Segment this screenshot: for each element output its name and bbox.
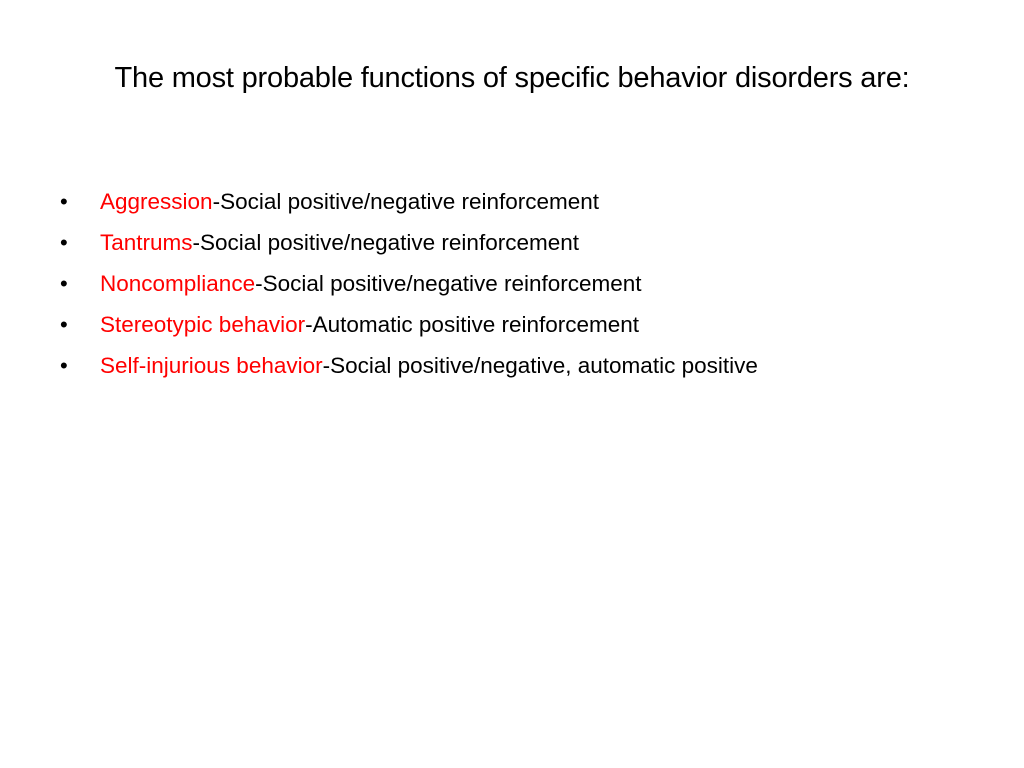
bullet-icon: • <box>60 189 68 214</box>
list-item <box>60 265 1000 306</box>
term-separator: - <box>212 189 221 214</box>
function-description: Automatic positive reinforcement <box>312 312 640 337</box>
list-item <box>60 306 1000 347</box>
term-separator: - <box>255 271 263 296</box>
bullet-icon: • <box>60 353 68 378</box>
bullet-icon: • <box>60 230 68 255</box>
list-item <box>60 224 1000 265</box>
behavior-term: Tantrums <box>100 230 193 255</box>
bullet-text <box>100 183 599 221</box>
function-description: Social positive/negative reinforcement <box>200 230 579 255</box>
behavior-term: Noncompliance <box>100 271 256 296</box>
bullet-icon: • <box>60 271 68 296</box>
function-description: Social positive/negative reinforcement <box>220 189 600 214</box>
bullet-list <box>60 183 1000 388</box>
bullet-text <box>100 347 758 385</box>
bullet-text <box>100 306 639 344</box>
term-separator: - <box>192 230 201 255</box>
term-separator: - <box>322 353 331 378</box>
bullet-text <box>100 265 642 303</box>
function-description: Social positive/negative reinforcement <box>262 271 642 296</box>
behavior-term: Stereotypic behavior <box>100 312 306 337</box>
slide-title: The most probable functions of specific behavior disorders are: <box>114 62 910 94</box>
function-description: Social positive/negative, automatic positive <box>330 353 758 378</box>
behavior-term: Self-injurious behavior <box>100 353 323 378</box>
list-item <box>60 347 1000 388</box>
bullet-icon: • <box>60 312 68 337</box>
behavior-term: Aggression <box>100 189 213 214</box>
term-separator: - <box>305 312 313 337</box>
bullet-text <box>100 224 579 262</box>
list-item <box>60 183 1000 224</box>
